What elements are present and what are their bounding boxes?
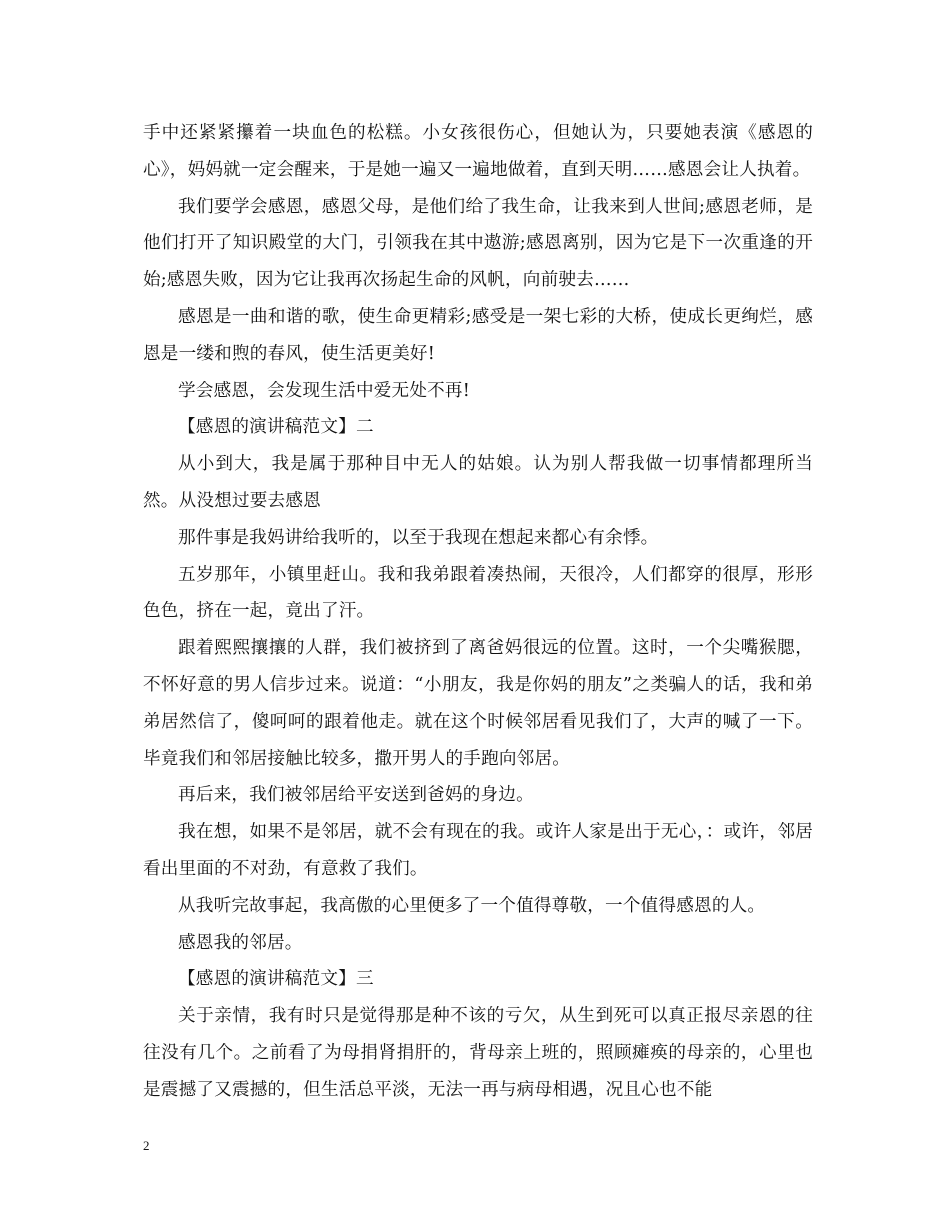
paragraph: 感恩我的邻居。 <box>178 932 303 953</box>
paragraph: 从小到大，我是属于那种目中无人的姑娘。认为别人帮我做一切事情都理所当然。从没想过要去感恩 <box>143 454 813 511</box>
paragraph: 那件事是我妈讲给我听的，以至于我现在想起来都心有余悸。 <box>178 527 659 548</box>
paragraph: 学会感恩，会发现生活中爱无处不再! <box>178 380 470 401</box>
paragraph: 我在想，如果不是邻居，就不会有现在的我。或许人家是出于无心，：或许，邻居看出里面的不对劲，有意救了我们。 <box>143 822 813 879</box>
paragraph: 手中还紧紧攥着一块血色的松糕。小女孩很伤心，但她认为，只要她表演《感恩的心》，妈妈就一定会醒来，于是她一遍又一遍地做着，直到天明……感恩会让人执着。 <box>143 123 813 180</box>
paragraph: 跟着熙熙攘攘的人群，我们被挤到了离爸妈很远的位置。这时，一个尖嘴猴腮，不怀好意的男人信步过来。说道：“小朋友，我是你妈的朋友”之类骗人的话，我和弟弟居然信了，傻呵呵的跟着他走。就在这个时候邻居看见我们了，大声的喊了一下。毕竟我们和邻居接触比较多，撒开男人的手跑向邻居。 <box>143 638 813 769</box>
paragraph: 从我听完故事起，我高傲的心里便多了一个值得尊敬，一个值得感恩的人。 <box>178 895 766 916</box>
section-heading: 【感恩的演讲稿范文】二 <box>178 417 374 438</box>
paragraph: 五岁那年，小镇里赶山。我和我弟跟着凑热闹，天很冷，人们都穿的很厚，形形色色，挤在一起，竟出了汗。 <box>143 564 813 622</box>
paragraph: 再后来，我们被邻居给平安送到爸妈的身边。 <box>178 785 534 806</box>
section-heading: 【感恩的演讲稿范文】三 <box>178 969 374 990</box>
paragraph: 感恩是一曲和谐的歌，使生命更精彩;感受是一架七彩的大桥，使成长更绚烂，感恩是一缕和煦的春风，使生活更美好! <box>143 306 813 364</box>
paragraph: 我们要学会感恩，感恩父母，是他们给了我生命，让我来到人世间;感恩老师，是他们打开了知识殿堂的大门，引领我在其中遨游;感恩离别，因为它是下一次重逢的开始;感恩失败，因为它让我再次扬起生命的风帆，向前驶去…… <box>143 196 813 291</box>
document-body <box>143 115 813 1109</box>
paragraph: 关于亲情，我有时只是觉得那是种不该的亏欠，从生到死可以真正报尽亲恩的往往没有几个。之前看了为母捐肾捐肝的，背母亲上班的，照顾瘫痪的母亲的，心里也是震撼了又震撼的，但生活总平淡，无法一再与病母相遇，况且心也不能 <box>143 1006 813 1100</box>
page-number: 2 <box>143 1138 150 1153</box>
